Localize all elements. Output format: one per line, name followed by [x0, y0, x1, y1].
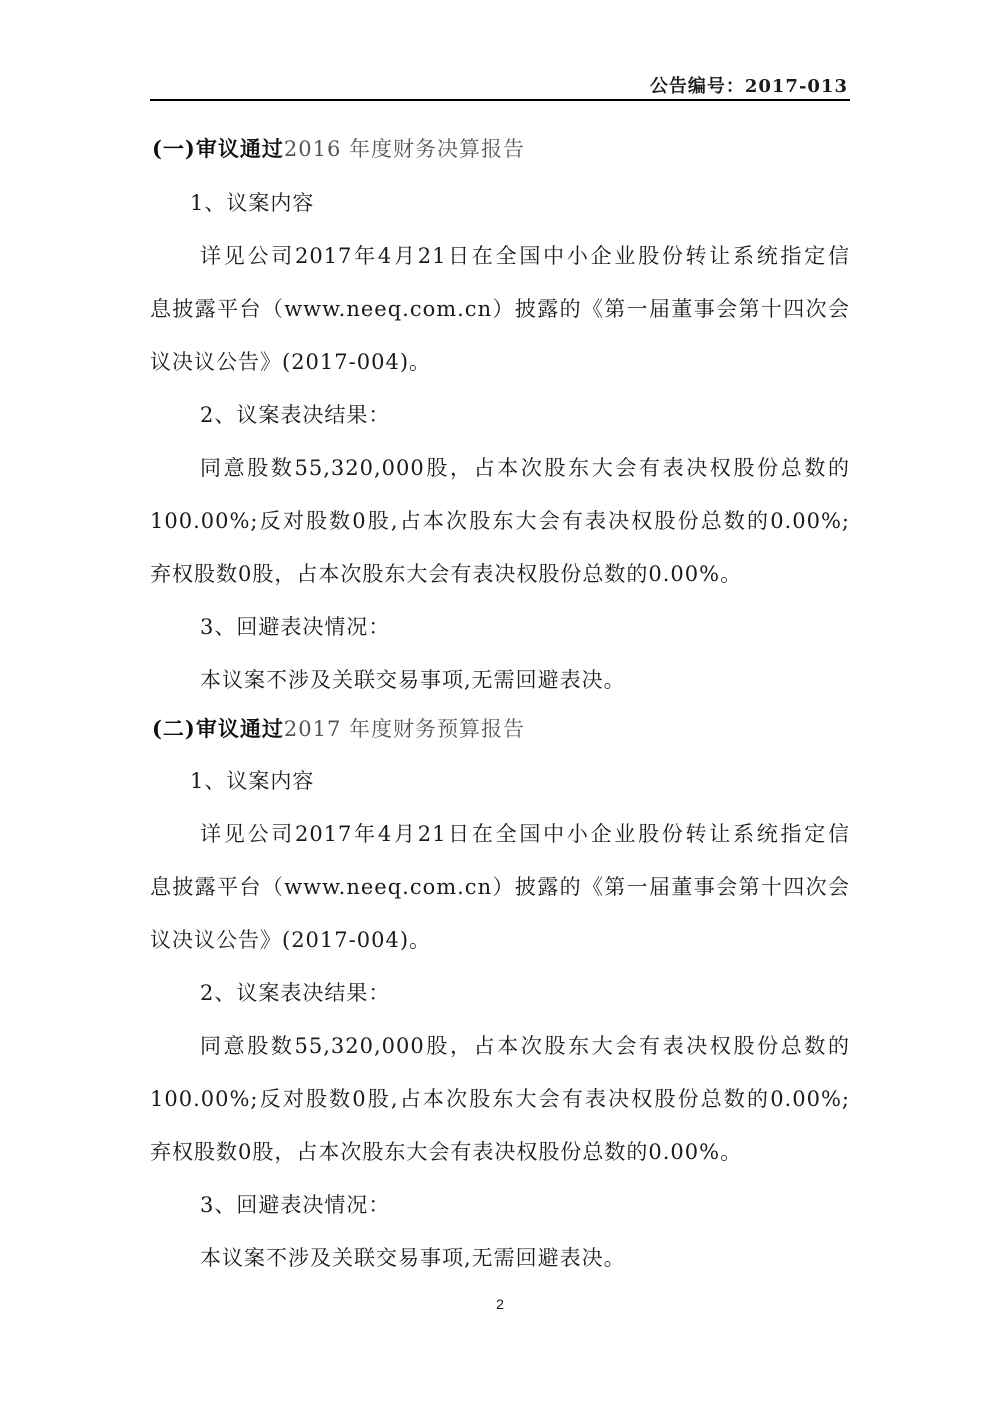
notice-number: 公告编号：2017-013: [649, 76, 848, 97]
section1-heading: [152, 133, 525, 163]
section2-heading: [152, 713, 525, 743]
page-number: 2: [496, 1296, 504, 1312]
section1-title: 2016 年度财务决算报告: [283, 137, 525, 161]
section2-item2-line2: 100.00%;反对股数0股,占本次股东大会有表决权股份总数的0.00%;: [150, 1087, 850, 1111]
section1-item1-line2: 息披露平台（www.neeq.com.cn）披露的《第一届董事会第十四次会: [150, 297, 850, 321]
section1-item1-title: 1、议案内容: [190, 191, 315, 215]
section2-item1-title: 1、议案内容: [190, 769, 315, 793]
section2-item1-line2: 息披露平台（www.neeq.com.cn）披露的《第一届董事会第十四次会: [150, 875, 850, 899]
section1-item3-line1: 本议案不涉及关联交易事项,无需回避表决。: [200, 668, 626, 692]
section1-lead: (一)审议通过: [152, 136, 284, 161]
section2-item1-line3: 议决议公告》(2017-004)。: [150, 928, 432, 952]
section2-item3-title: 3、回避表决情况：: [200, 1193, 391, 1217]
section2-item1-line1: 详见公司2017年4月21日在全国中小企业股份转让系统指定信: [200, 822, 850, 846]
header-rule: [150, 99, 850, 101]
section1-item3-title: 3、回避表决情况：: [200, 615, 391, 639]
section2-title: 2017 年度财务预算报告: [283, 717, 525, 741]
section1-item2-line2: 100.00%;反对股数0股,占本次股东大会有表决权股份总数的0.00%;: [150, 509, 850, 533]
section2-item2-line1: 同意股数55,320,000股，占本次股东大会有表决权股份总数的: [200, 1034, 850, 1058]
section1-item2-title: 2、议案表决结果：: [200, 403, 391, 427]
section1-item2-line1: 同意股数55,320,000股，占本次股东大会有表决权股份总数的: [200, 456, 850, 480]
section1-item1-line3: 议决议公告》(2017-004)。: [150, 350, 432, 374]
section2-lead: (二)审议通过: [152, 716, 284, 741]
section2-item2-line3: 弃权股数0股，占本次股东大会有表决权股份总数的0.00%。: [150, 1140, 743, 1164]
section1-item2-line3: 弃权股数0股，占本次股东大会有表决权股份总数的0.00%。: [150, 562, 743, 586]
section2-item3-line1: 本议案不涉及关联交易事项,无需回避表决。: [200, 1246, 626, 1270]
section2-item2-title: 2、议案表决结果：: [200, 981, 391, 1005]
section1-item1-line1: 详见公司2017年4月21日在全国中小企业股份转让系统指定信: [200, 244, 850, 268]
